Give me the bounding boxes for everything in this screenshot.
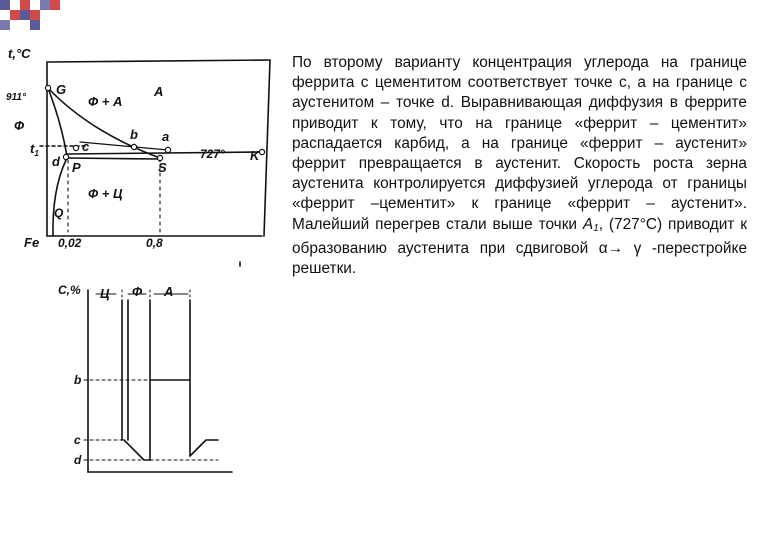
body-paragraph [292,53,747,279]
point-b [131,144,136,149]
body-text [292,53,747,279]
label-austenit: А [164,284,174,299]
label-G: G [56,82,67,97]
ferrite-profile [124,440,150,460]
label-phi: Ф [14,118,25,133]
label-Q: Q [54,206,64,220]
label-b: b [130,127,138,142]
paragraph-end: , (727°С) приводит к образованию аустенита при сдвиговой [292,215,747,257]
paragraph-main: По второму варианту концентрация углерода на границе феррита с цементитом соответствует точке с, а на границе с аустенитом – точке d. Выравнивающая диффузия в феррите приводит к тому, что на границе «феррит – цементит» распадается карбид, а на границе «феррит – аустенит» феррит превращается в аустенит. Скорость роста зерна аустенита контролируется диффузией углерода от границы «феррит –цементит» к границе «феррит – аустенит». Малейший перегрев стали выше точки [292,54,747,233]
alpha-symbol: α [598,239,608,257]
bottom-label-c: c [74,433,81,447]
right-vertical-line [264,60,270,236]
label-A: A [154,84,164,99]
austenite-d-profile [190,440,218,456]
label-tsementit: Ц [100,286,110,301]
label-P: P [72,160,81,175]
isotherm-727 [66,152,262,154]
point-c [73,145,78,150]
label-911: 911° [6,92,26,103]
label-phi-plus-A: Ф + А [88,94,123,109]
label-S: S [158,160,167,175]
top-border [47,60,270,62]
label-ferrit: Ф [132,284,143,299]
label-K: K [250,148,260,163]
ps-segment [66,158,160,159]
label-a: a [162,129,170,144]
label-002: 0,02 [58,236,82,250]
label-t1 [30,141,39,158]
bottom-label-d: d [74,453,82,467]
point-G [45,85,50,90]
a1-subscript: 1 [593,222,599,234]
label-phi-plus-C: Ф + Ц [88,186,123,201]
arrow-symbol: → [607,239,624,257]
gamma-symbol: γ [633,239,642,257]
point-K [259,149,264,154]
label-fe: Fe [24,235,40,250]
point-a1-label [583,216,599,233]
a1-main: А [582,215,594,233]
label-t1-sub: 1 [34,149,39,158]
paragraph-tail: -перестройке решетки. [292,239,747,278]
point-a [165,147,170,152]
iron-carbon-diagram-figure [0,0,290,540]
label-t1-main: t [30,141,35,156]
bottom-y-axis-label: C,% [58,283,81,297]
point-d [63,154,68,159]
label-727: 727° [200,147,225,161]
bottom-label-b: b [74,373,82,387]
label-d: d [52,154,60,169]
pq-line [53,160,66,236]
label-08: 0,8 [146,236,163,250]
label-c: c [82,139,90,154]
top-y-axis-label: t,°C [8,46,31,61]
